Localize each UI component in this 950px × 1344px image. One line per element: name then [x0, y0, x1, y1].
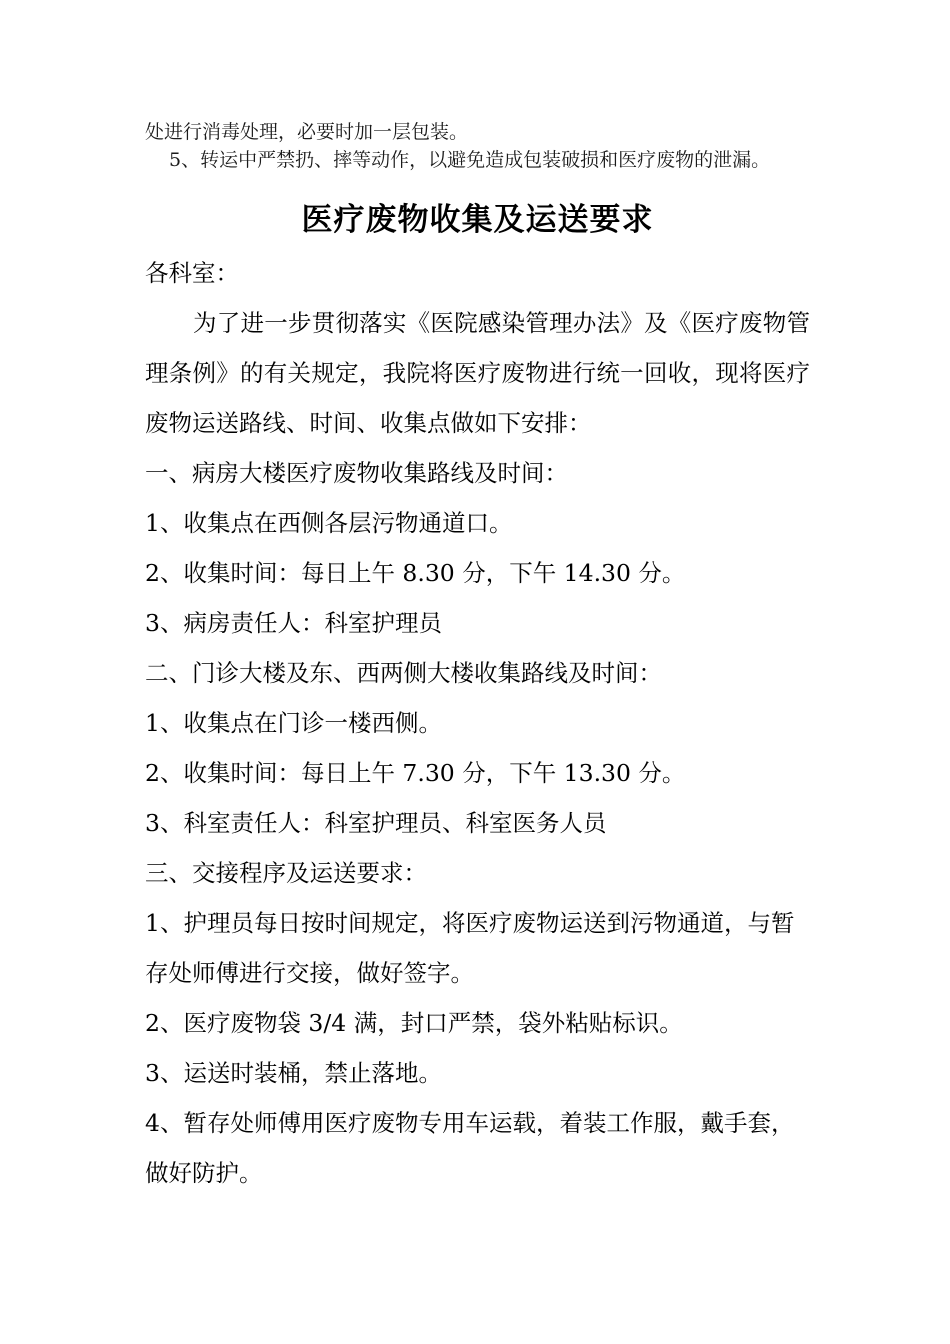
fragment-line-2: 5、转运中严禁扔、摔等动作，以避免造成包装破损和医疗废物的泄漏。 — [169, 149, 771, 171]
section-2-item-1: 1、收集点在门诊一楼西侧。 — [145, 709, 442, 737]
section-3-item-4: 4、暂存处师傅用医疗废物专用车运载，着装工作服，戴手套，做好防护。 — [145, 1109, 795, 1187]
section-2-item-2: 2、收集时间：每日上午 7.30 分，下午 13.30 分。 — [145, 759, 686, 787]
section-3-item-3: 3、运送时装桶，禁止落地。 — [145, 1059, 442, 1087]
section-1-item-2: 2、收集时间：每日上午 8.30 分，下午 14.30 分。 — [145, 559, 686, 587]
section-heading-3: 三、交接程序及运送要求： — [145, 859, 427, 887]
document-title: 医疗废物收集及运送要求 — [301, 202, 654, 238]
section-heading-1: 一、病房大楼医疗废物收集路线及时间： — [145, 459, 568, 487]
section-3-item-2: 2、医疗废物袋 3/4 满，封口严禁，袋外粘贴标识。 — [145, 1009, 683, 1037]
fragment-line-1: 处进行消毒处理，必要时加一层包装。 — [145, 121, 469, 143]
section-1-item-1: 1、收集点在西侧各层污物通道口。 — [145, 509, 513, 537]
document-content — [145, 118, 810, 1198]
salutation: 各科室： — [145, 259, 239, 287]
section-2-item-3: 3、科室责任人：科室护理员、科室医务人员 — [145, 809, 607, 837]
section-heading-2: 二、门诊大楼及东、西两侧大楼收集路线及时间： — [145, 659, 662, 687]
section-1-item-3: 3、病房责任人：科室护理员 — [145, 609, 442, 637]
intro-paragraph: 为了进一步贯彻落实《医院感染管理办法》及《医疗废物管理条例》的有关规定，我院将医疗废物进行统一回收，现将医疗废物运送路线、时间、收集点做如下安排： — [145, 309, 810, 437]
section-3-item-1: 1、护理员每日按时间规定，将医疗废物运送到污物通道，与暂存处师傅进行交接，做好签字。 — [145, 909, 795, 987]
